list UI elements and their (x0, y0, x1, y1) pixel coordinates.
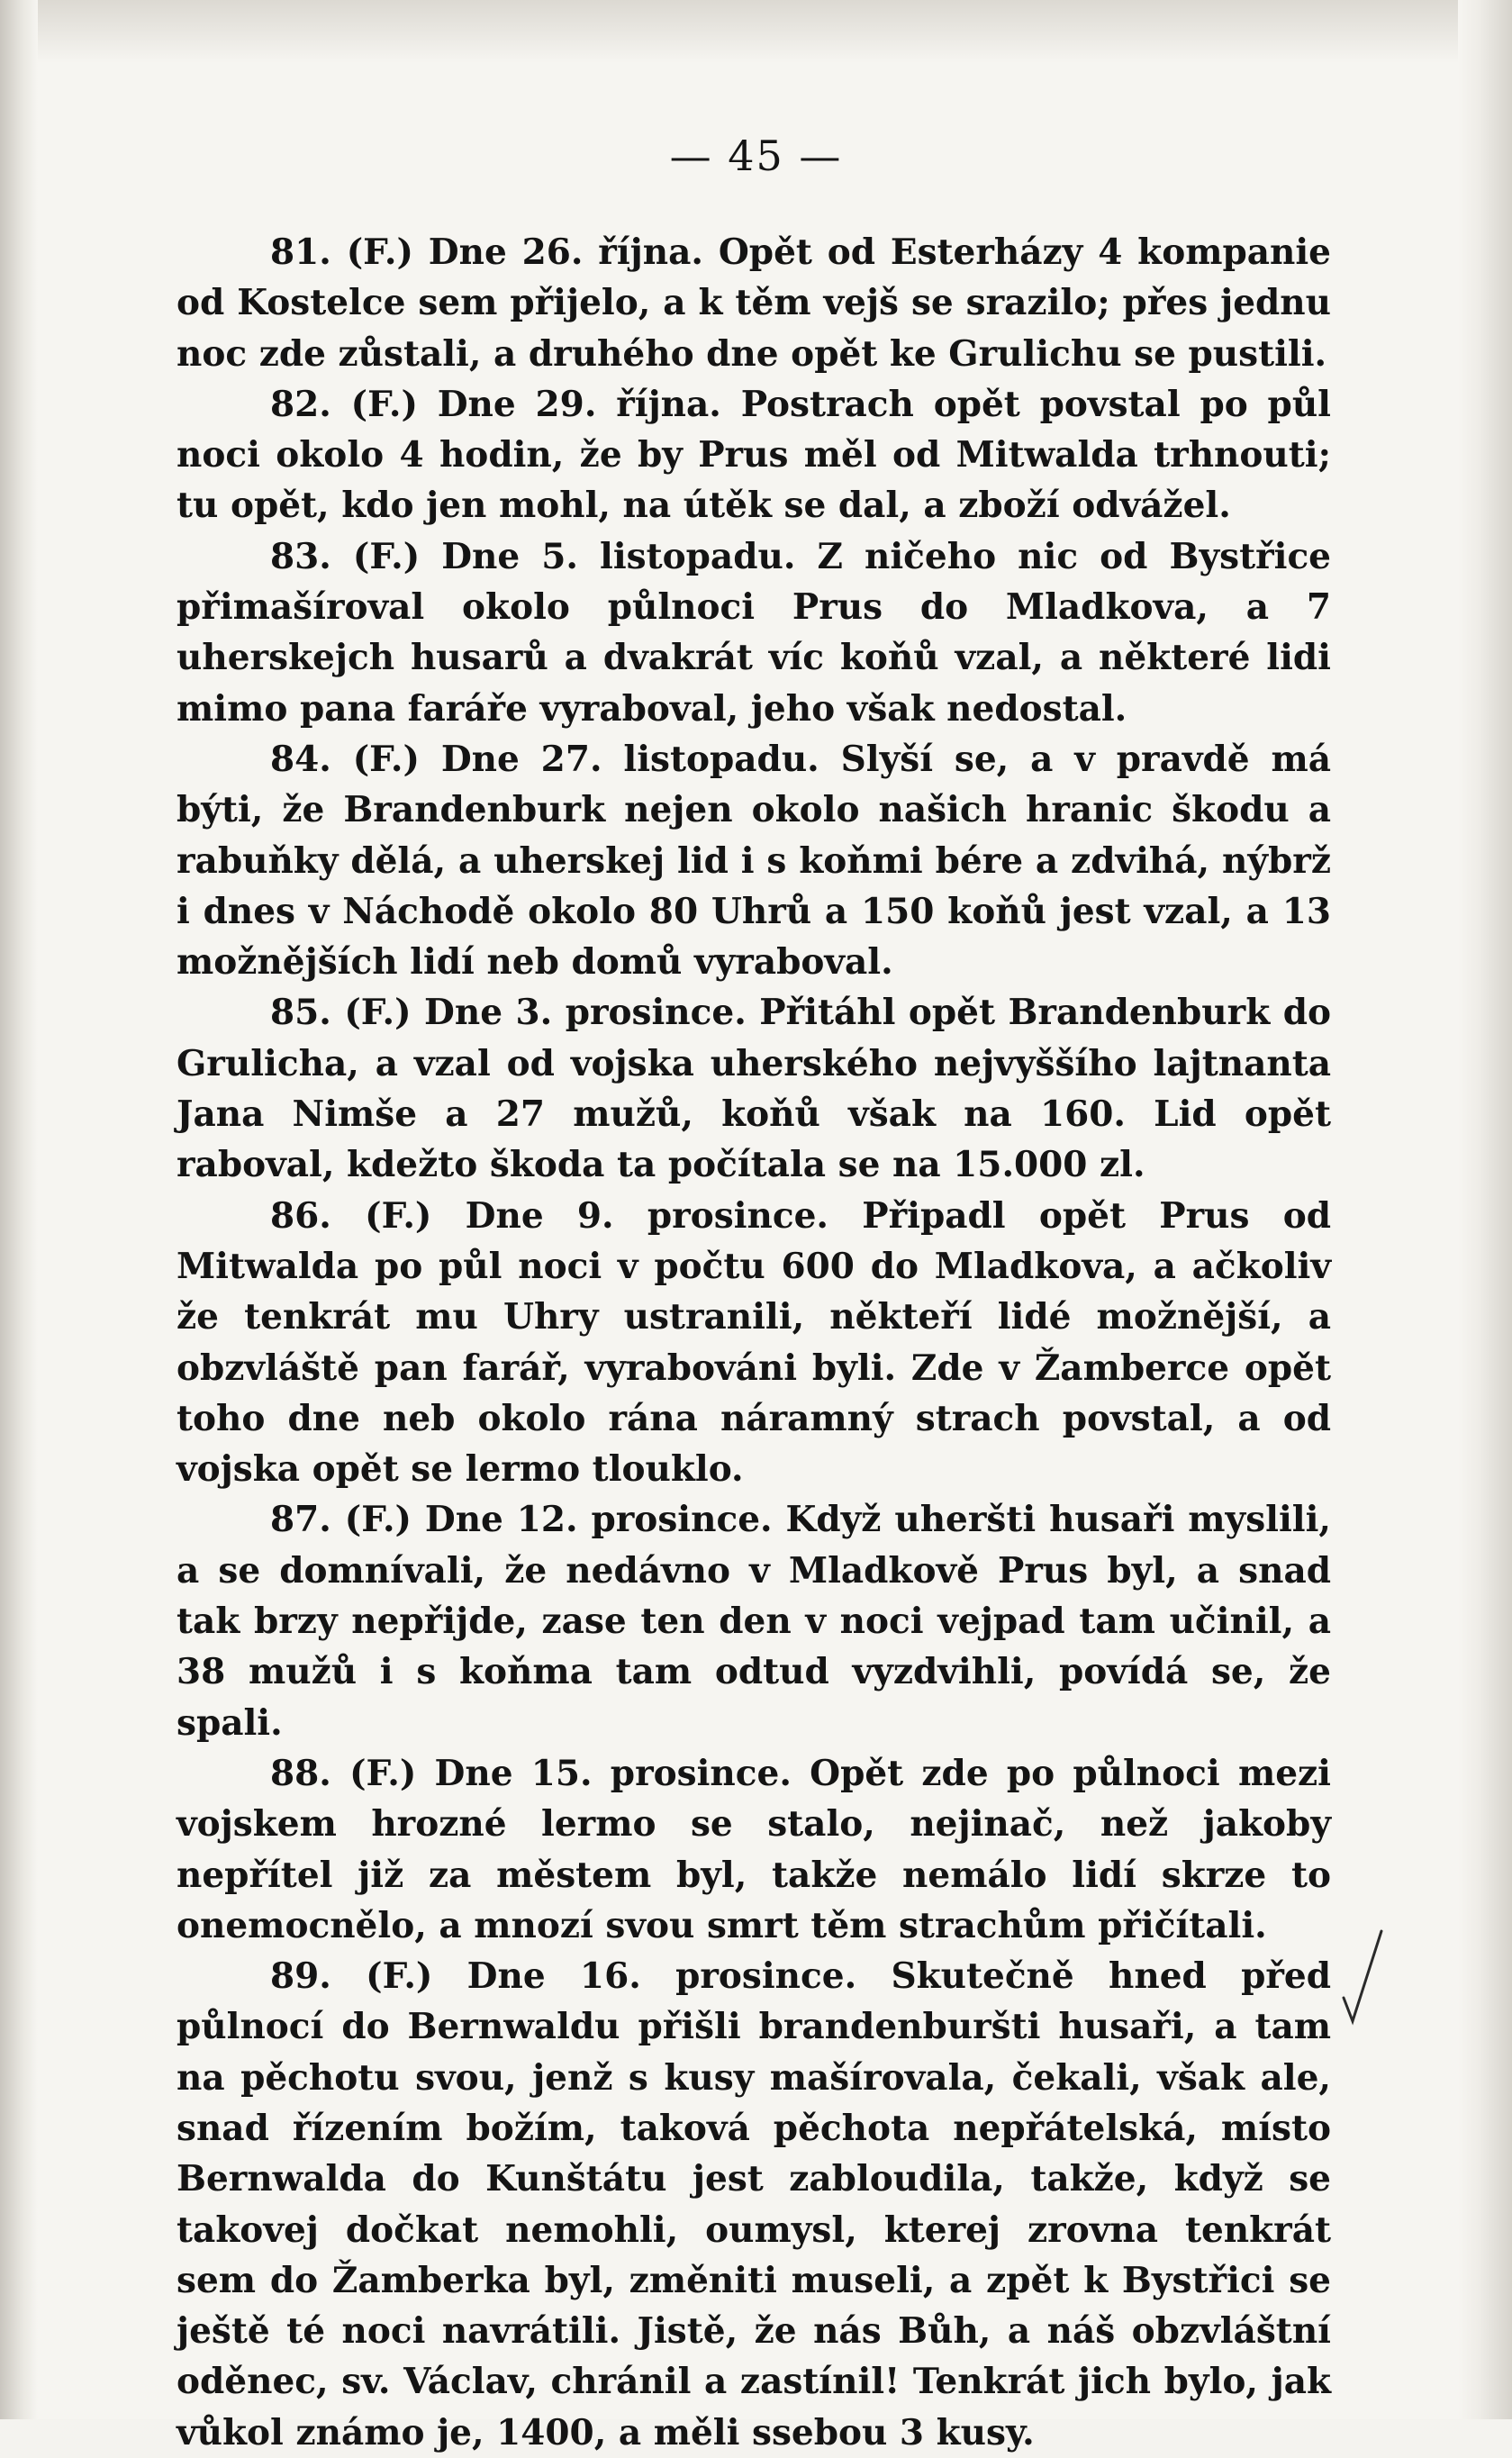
entry-83: 83. (F.) Dne 5. listopadu. Z ničeho nic od Bystřice přimašíroval okolo půlnoci Prus do Mladkova, a 7 uherskejch husarů a dvakrát víc koňů vzal, a některé lidi mimo pana faráře vyraboval, jeho však nedostal. (177, 535, 1331, 730)
entry-82: 82. (F.) Dne 29. října. Postrach opět povstal po půl noci okolo 4 hodin, že by Prus měl od Mitwalda trhnouti; tu opět, kdo jen mohl, na útěk se dal, a zboží odvážel. (177, 383, 1331, 527)
page-shadow-left (0, 0, 38, 2419)
page-shadow-right (1458, 0, 1512, 2419)
entry-86: 86. (F.) Dne 9. prosince. Připadl opět Prus od Mitwalda po půl noci v počtu 600 do Mladkova, a ačkoliv že tenkrát mu Uhry ustranili, někteří lidé možnější, a obzvláště pan farář, vyrabováni byli. Zde v Žamberce opět toho dne neb okolo rána náramný strach povstal, a od vojska opět se lermo tlouklo. (177, 1194, 1331, 1491)
entry-84: 84. (F.) Dne 27. listopadu. Slyší se, a v pravdě má býti, že Brandenburk nejen okolo našich hranic škodu a rabuňky dělá, a uherskej lid i s koňmi bére a zdvihá, nýbrž i dnes v Náchodě okolo 80 Uhrů a 150 koňů jest vzal, a 13 možnějších lidí neb domů vyraboval. (177, 738, 1331, 984)
handwritten-margin-check-icon (1340, 1927, 1385, 2027)
entry-88: 88. (F.) Dne 15. prosince. Opět zde po půlnoci mezi vojskem hrozné lermo se stalo, nejinač, než jakoby nepřítel již za městem byl, takže nemálo lidí skrze to onemocnělo, a mnozí svou smrt těm strachům přičítali. (177, 1752, 1331, 1946)
entry-85: 85. (F.) Dne 3. prosince. Přitáhl opět Brandenburk do Grulicha, a vzal od vojska uherského nejvyššího lajtnanta Jana Nimše a 27 mužů, koňů však na 160. Lid opět raboval, kdežto škoda ta počítala se na 15.000 zl. (177, 992, 1331, 1186)
entry-87: 87. (F.) Dne 12. prosince. Když uheršti husaři myslili, a se domnívali, že nedávno v Mladkově Prus byl, a snad tak brzy nepřijde, zase ten den v noci vejpad tam učinil, a 38 mužů i s koňma tam odtud vyzdvihli, povídá se, že spali. (177, 1499, 1331, 1744)
body-text (177, 227, 1331, 2458)
page-number: — 45 — (669, 132, 843, 180)
page-shadow-top (0, 0, 1512, 63)
entry-81: 81. (F.) Dne 26. října. Opět od Esterházy 4 kompanie od Kostelce sem přijelo, a k těm vejš se srazilo; přes jednu noc zde zůstali, a druhého dne opět ke Grulichu se pustili. (177, 231, 1331, 375)
entry-89: 89. (F.) Dne 16. prosince. Skutečně hned před půlnocí do Bernwaldu přišli brandenburšti husaři, a tam na pěchotu svou, jenž s kusy mašírovala, čekali, však ale, snad řízením božím, taková pěchota nepřátelská, místo Bernwalda do Kunštátu jest zabloudila, takže, když se takovej dočkat nemohli, oumysl, kterej zrovna tenkrát sem do Žamberka byl, změniti museli, a zpět k Bystřici se ještě té noci navrátili. Jistě, že nás Bůh, a náš obzvláštní oděnec, sv. Václav, chránil a zastínil! Tenkrát jich bylo, jak vůkol známo je, 1400, a měli ssebou 3 kusy. (177, 1955, 1331, 2453)
